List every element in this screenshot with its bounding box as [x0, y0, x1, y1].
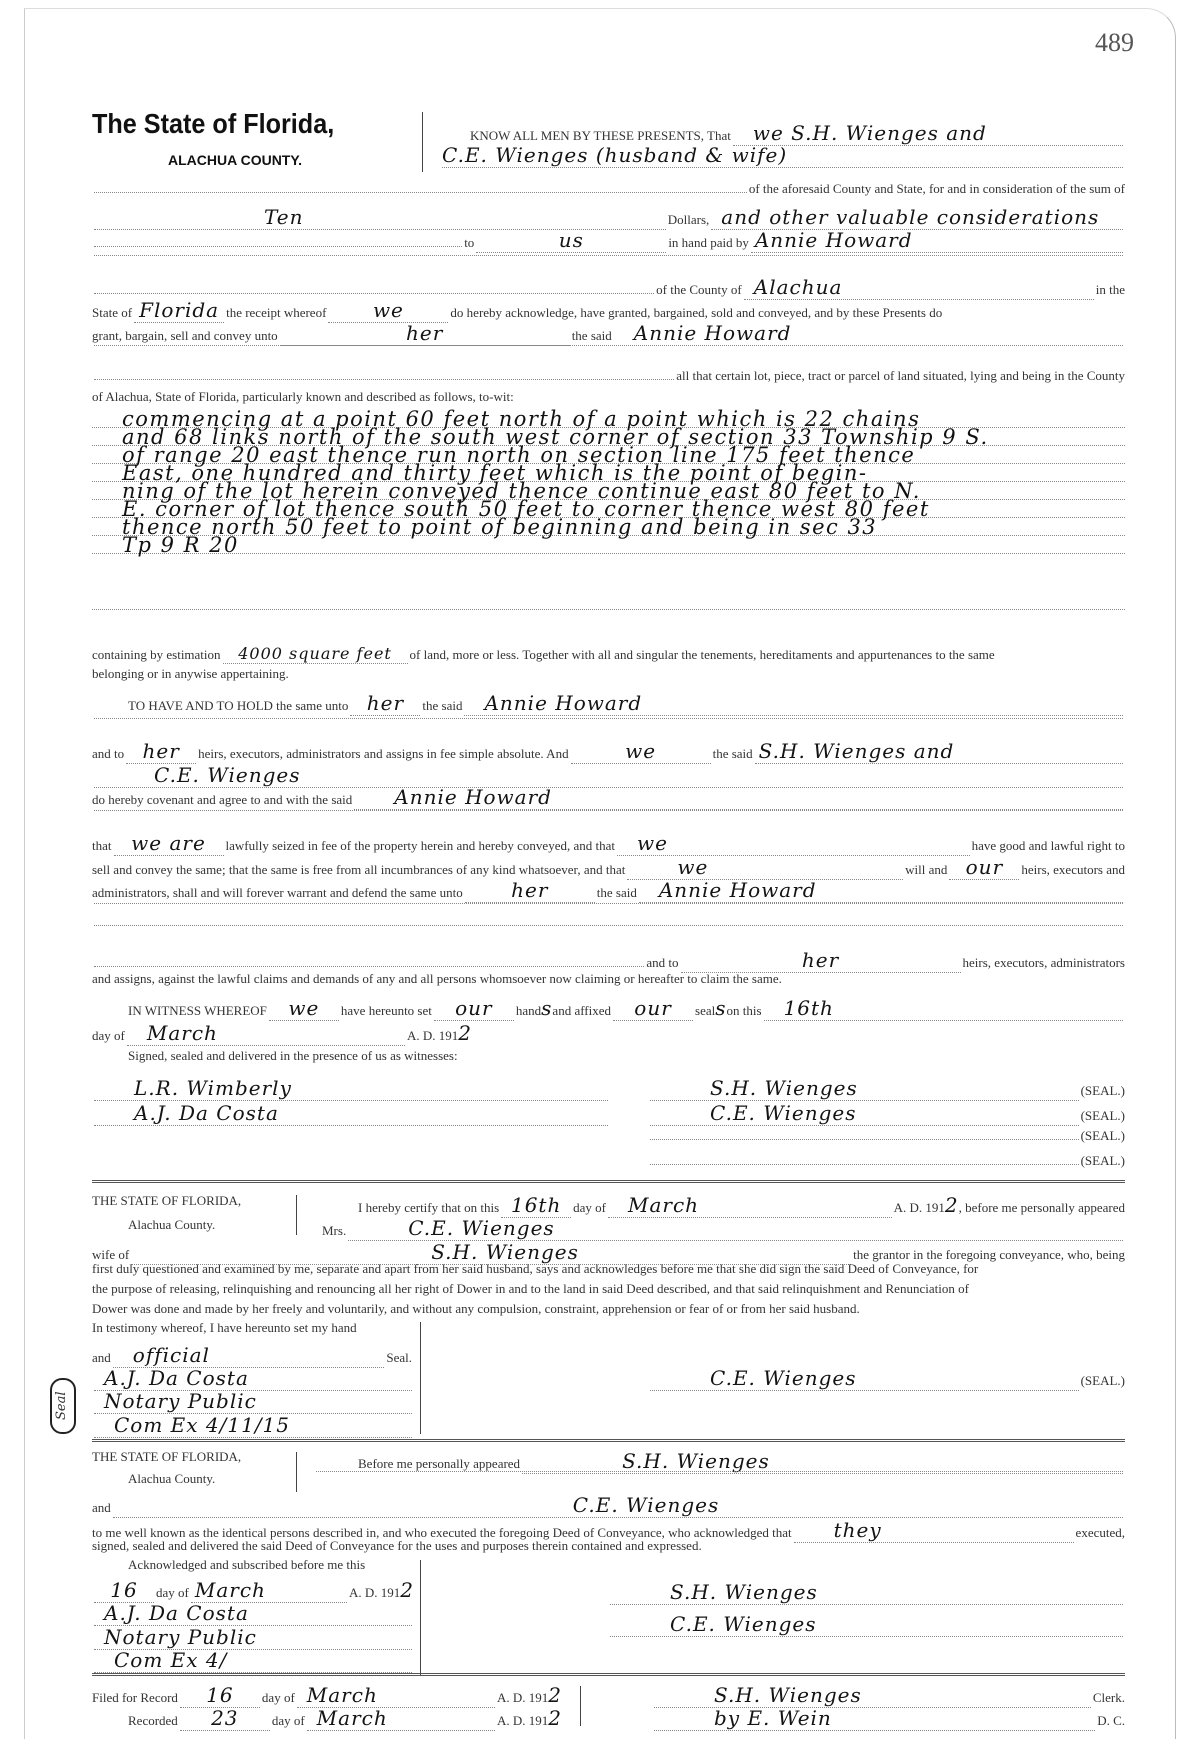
witness-whereof-label: IN WITNESS WHEREOF [128, 1003, 267, 1018]
heirs-simple-text: heirs, executors, administrators and assigns in fee simple absolute. And [198, 746, 569, 761]
day-of-label: day of [261, 1690, 295, 1705]
ack-signature-line [608, 1612, 1125, 1637]
will-and-label: will and [905, 862, 948, 877]
covenant-row [92, 785, 1125, 810]
and-to2-row [92, 948, 1125, 973]
person2-name: C.E. Wienges [572, 1493, 720, 1517]
state-label: THE STATE OF FLORIDA, [92, 1449, 242, 1464]
to-have-label: TO HAVE AND TO HOLD the same unto [128, 698, 349, 713]
grant-who: her [406, 321, 444, 345]
dower-brace [296, 1195, 297, 1235]
cert-day: 16th [510, 1193, 562, 1217]
of-alachua-row [92, 389, 1125, 405]
grantor-signature: C.E. Wienges [710, 1101, 857, 1125]
acknowledged-row [128, 1557, 418, 1573]
will-whose: our [965, 855, 1004, 879]
dower-para [92, 1301, 1125, 1317]
defend-row [92, 878, 1125, 903]
acknowledged-text: Acknowledged and subscribed before me this [128, 1557, 366, 1572]
paid-row [92, 228, 1125, 253]
certify-label: I hereby certify that on this [358, 1200, 500, 1215]
notary-title: Notary Public [104, 1389, 257, 1413]
description-line: E. corner of lot thence south 50 feet to corner thence west 80 feet [92, 498, 1125, 518]
blank-row [92, 810, 1125, 811]
witness-signature: A.J. Da Costa [134, 1101, 279, 1125]
ack-month: March [194, 1578, 266, 1602]
husband-name: S.H. Wienges [431, 1240, 579, 1264]
other-consideration: and other valuable considerations [721, 205, 1100, 229]
heirs-exec-text: heirs, executors and [1021, 862, 1125, 877]
recorded-label: Recorded [128, 1713, 178, 1728]
filed-row [92, 1683, 562, 1708]
and-person-row [92, 1493, 1125, 1518]
notary-line [92, 1625, 414, 1650]
certify-row [358, 1193, 1125, 1218]
before-me-label: Before me personally appeared [358, 1456, 521, 1471]
grantor-text: the grantor in the foregoing conveyance, who, being [853, 1247, 1125, 1262]
ad-label: A. D. 191 [496, 1713, 549, 1728]
day-of-label: day of [271, 1713, 305, 1728]
clerk-label: Clerk. [1092, 1690, 1125, 1705]
signed-delivered-text: signed, sealed and delivered the said Deed of Conveyance for the uses and purposes therein contained and expressed. [92, 1538, 702, 1553]
county-value: Alachua [753, 275, 843, 299]
ack-county [128, 1471, 298, 1487]
seized-row [92, 831, 1125, 856]
containing-label: containing by estimation [92, 647, 221, 662]
year-digit: 2 [458, 1021, 472, 1045]
belonging-text: belonging or in anywise appertaining. [92, 666, 289, 681]
signed-delivered-row [92, 1538, 1125, 1554]
seal-label: (SEAL.) [1080, 1108, 1125, 1123]
that-who: we are [131, 831, 206, 855]
dollars-label: Dollars, [667, 212, 710, 227]
description-line: of range 20 east thence run north on section line 175 feet thence [92, 444, 1125, 464]
commission-expiry: Com Ex 4/ [114, 1648, 228, 1672]
signed-sealed-text: Signed, sealed and delivered in the presence of us as witnesses: [128, 1048, 458, 1063]
hand-plural: s [541, 996, 553, 1020]
before-me-text: , before me personally appeared [958, 1200, 1125, 1215]
county-heading: ALACHUA COUNTY. [168, 152, 303, 168]
know-all-text: KNOW ALL MEN BY THESE PRESENTS, That [470, 128, 731, 143]
clerk-signature: S.H. Wienges [714, 1683, 862, 1707]
description-line: commencing at a point 60 feet north of a point which is 22 chains [92, 408, 1125, 428]
grant-label: grant, bargain, sell and convey unto [92, 328, 278, 343]
dc-label: D. C. [1097, 1713, 1125, 1728]
have-set-label: have hereunto set [340, 1003, 432, 1018]
seal-plural: s [715, 996, 727, 1020]
seal-label: (SEAL.) [1080, 1153, 1125, 1168]
good-right-text: have good and lawful right to [971, 838, 1125, 853]
header-brace [422, 112, 423, 172]
filed-label: Filed for Record [92, 1690, 178, 1705]
description-line-blank [92, 590, 1125, 610]
section-divider [92, 1180, 1125, 1183]
seal-label: (SEAL.) [1080, 1128, 1125, 1143]
ack-signature-line [608, 1580, 1125, 1605]
day-of-label: day of [156, 1585, 189, 1600]
and-label: and [92, 1350, 111, 1365]
seal-word: seal [695, 1003, 716, 1018]
page-number: 489 [1095, 28, 1134, 57]
county-label: Alachua County. [128, 1471, 216, 1486]
ad-label: A. D. 191 [893, 1200, 945, 1215]
witness-signature: L.R. Wimberly [134, 1076, 292, 1100]
acknowledge-text: do hereby acknowledge, have granted, bargained, sold and conveyed, and by these Presents do [450, 305, 943, 320]
grantor-signature: S.H. Wienges [710, 1076, 858, 1100]
in-the-label: in the [1095, 282, 1125, 297]
blank-row [92, 925, 1125, 926]
notary-brace [420, 1322, 421, 1434]
dower-para [92, 1261, 1125, 1277]
testimony-text: In testimony whereof, I have hereunto set my hand [92, 1320, 357, 1335]
to-label: to [464, 235, 475, 250]
dower-text: first duly questioned and examined by me, separate and apart from her said husband, says and acknowledges before me that she did sign the said Deed of Conveyance, for [92, 1261, 979, 1276]
and-to-label: and to [92, 746, 125, 761]
blank-row [92, 255, 1125, 256]
containing-row [92, 644, 1125, 664]
wife-signature: C.E. Wienges [710, 1366, 857, 1390]
notary-line [92, 1366, 414, 1391]
of-county-label: of the County of [656, 282, 742, 297]
recorded-day: 23 [211, 1706, 239, 1730]
notary-seal-stamp: Seal [50, 1378, 76, 1434]
description-line: and 68 links north of the south west corner of section 33 Township 9 S. [92, 426, 1125, 446]
state-of-label: State of [92, 305, 133, 320]
ack-who: they [833, 1518, 882, 1542]
sell-row [92, 855, 1125, 880]
section-divider [92, 1673, 1125, 1676]
witness-line [92, 1101, 610, 1126]
and-to-label: and to [646, 955, 679, 970]
to-have-name: Annie Howard [484, 691, 643, 715]
sum-value: Ten [264, 205, 304, 229]
dower-text: Dower was done and made by her freely and voluntarily, and without any compulsion, constraint, apprehension or fear of or from her said husband. [92, 1301, 860, 1316]
state-label: THE STATE OF FLORIDA, [92, 1193, 242, 1208]
receipt-label: the receipt whereof [226, 305, 327, 320]
state-value: Florida [139, 298, 220, 322]
to-whom: us [558, 228, 584, 252]
hand-label: hand [515, 1003, 542, 1018]
dower-para [92, 1281, 1125, 1297]
blank-row [92, 345, 1125, 346]
lawfully-who: we [636, 831, 668, 855]
description-line: ning of the lot herein conveyed thence continue east 80 feet to N. [92, 480, 1125, 500]
grantors-row [440, 143, 1125, 168]
recorded-month: March [316, 1706, 388, 1730]
signature-line [648, 1101, 1125, 1126]
covenantors-line1: S.H. Wienges and [758, 739, 955, 763]
deputy-clerk-signature: by E. Wein [714, 1706, 832, 1730]
notary-name: A.J. Da Costa [104, 1366, 249, 1390]
well-known-text: to me well known as the identical persons described in, and who executed the foregoing Deed of Conveyance, who acknowledged that [92, 1525, 792, 1540]
affixed-label: and affixed [552, 1003, 612, 1018]
affixed-whose: our [634, 996, 672, 1020]
all-that-text: all that certain lot, piece, tract or parcel of land situated, lying and being in the County [676, 368, 1125, 383]
witness-who: we [288, 996, 320, 1020]
description-line: East, one hundred and thirty feet which is the point of begin- [92, 462, 1125, 482]
mrs-name: C.E. Wienges [408, 1216, 555, 1240]
seal-label: (SEAL.) [1080, 1083, 1125, 1098]
filed-month: March [306, 1683, 378, 1707]
set-whose: our [455, 996, 493, 1020]
seal-label: (SEAL.) [1080, 1373, 1125, 1388]
ack-date-row [92, 1578, 414, 1603]
filed-day: 16 [206, 1683, 234, 1707]
the-said-label: the said [712, 746, 753, 761]
year-digit: 2 [548, 1706, 562, 1730]
day-of-label: day of [92, 1028, 125, 1043]
year-digit: 2 [548, 1683, 562, 1707]
grantee-name: Annie Howard [633, 321, 792, 345]
grant-row [92, 321, 1125, 346]
commission-expiry: Com Ex 4/11/15 [114, 1413, 291, 1437]
ack-signature: C.E. Wienges [670, 1612, 817, 1636]
grantors-line1: we S.H. Wienges and [752, 121, 987, 145]
day-of-label: day of [573, 1200, 607, 1215]
dower-signature-line [648, 1366, 1125, 1391]
cert-month: March [628, 1193, 700, 1217]
testimony-row [92, 1320, 412, 1336]
covenant-name: Annie Howard [394, 785, 552, 809]
notary-line [92, 1389, 414, 1414]
sum-row [92, 205, 1125, 230]
clerk-row [652, 1683, 1125, 1708]
dower-text: the purpose of releasing, relinquishing and renouncing all her right of Dower in and to the land in said Deed described, and that said relinquishment and Renunciation of [92, 1281, 969, 1296]
ack-state [92, 1449, 292, 1465]
dc-row [652, 1706, 1125, 1731]
seal-word: Seal. [386, 1350, 412, 1365]
the-said-label: the said [571, 328, 612, 343]
heirs-exec-admin-text: heirs, executors, administrators [962, 955, 1125, 970]
to-have-row [128, 691, 1125, 716]
the-said-label: the said [596, 885, 637, 900]
of-alachua-text: of Alachua, State of Florida, particularly known and described as follows, to-wit: [92, 389, 514, 404]
mrs-row [322, 1216, 1125, 1241]
ack-notary-brace [420, 1560, 421, 1675]
that-label: that [92, 838, 112, 853]
blank-row [314, 1471, 1125, 1472]
dower-state [92, 1193, 292, 1209]
witness-month: March [146, 1021, 218, 1045]
signature-line [648, 1153, 1125, 1169]
payer-name: Annie Howard [754, 228, 913, 252]
section-divider [92, 1439, 1125, 1442]
ack-signature: S.H. Wienges [670, 1580, 818, 1604]
to-have-who: her [366, 691, 405, 715]
blank-row [92, 718, 1125, 719]
sell-convey-text: sell and convey the same; that the same is free from all incumbrances of any kind whatsoever, and that [92, 862, 626, 877]
receipt-who: we [372, 298, 404, 322]
administrators-text: administrators, shall and will forever warrant and defend the same unto [92, 885, 463, 900]
assigns-text: and assigns, against the lawful claims and demands of any and all persons whomsoever now claiming or hereafter to claim the same. [92, 971, 782, 986]
covenantors-line2: C.E. Wienges [154, 763, 301, 787]
document-title: The State of Florida, [92, 108, 335, 139]
aforesaid-text: of the aforesaid County and State, for and in consideration of the sum of [748, 181, 1125, 196]
official-text: official [132, 1343, 210, 1367]
witness-day: 16th [783, 996, 834, 1020]
notary-title: Notary Public [104, 1625, 257, 1649]
dower-county [128, 1217, 298, 1233]
and-to-row [92, 739, 1125, 764]
and-to2-who: her [801, 948, 840, 972]
grantors-line2: C.E. Wienges (husband & wife) [442, 143, 788, 167]
assigns-row [92, 971, 1125, 987]
ack-brace [296, 1452, 297, 1492]
on-this-label: on this [726, 1003, 762, 1018]
ad-label: A. D. 191 [496, 1690, 549, 1705]
aforesaid-row [92, 181, 1125, 197]
witness-line [92, 1076, 610, 1101]
day-of-row [92, 1021, 472, 1046]
area-value: 4000 square feet [238, 644, 392, 663]
of-land-text: of land, more or less. Together with all and singular the tenements, hereditaments and appurtenances to the same [409, 647, 995, 662]
and-who: we [625, 739, 657, 763]
and-to-who: her [142, 739, 180, 763]
year-digit: 2 [944, 1193, 959, 1217]
all-that-row [92, 368, 1125, 384]
ack-day: 16 [110, 1578, 138, 1602]
notary-line [92, 1648, 414, 1673]
county-row [92, 275, 1125, 300]
defend-who: her [511, 878, 549, 902]
in-hand-paid-label: in hand paid by [668, 235, 749, 250]
defend-name: Annie Howard [658, 878, 817, 902]
mrs-label: Mrs. [322, 1223, 347, 1238]
and-label: and [92, 1500, 111, 1515]
wife-of-label: wife of [92, 1247, 130, 1262]
official-seal-row [92, 1343, 412, 1368]
description-line: Tp 9 R 20 [92, 534, 1125, 554]
year-digit: 2 [400, 1578, 414, 1602]
blank-row [92, 903, 1125, 904]
belonging-row [92, 666, 1125, 682]
ad-label: A. D. 191 [348, 1585, 401, 1600]
lawfully-text: lawfully seized in fee of the property herein and hereby conveyed, and that [225, 838, 615, 853]
executed-label: executed, [1075, 1525, 1125, 1540]
filing-brace [580, 1686, 581, 1726]
covenant-text: do hereby covenant and agree to and with the said [92, 792, 353, 807]
signed-sealed-row [128, 1048, 1125, 1064]
the-said-label: the said [422, 698, 463, 713]
county-label: Alachua County. [128, 1217, 216, 1232]
sell-who: we [677, 855, 709, 879]
state-row [92, 298, 1125, 323]
ad-label: A. D. 191 [406, 1028, 459, 1043]
signature-line [648, 1128, 1125, 1144]
person1-name: S.H. Wienges [622, 1449, 770, 1473]
description-line: thence north 50 feet to point of beginning and being in sec 33 [92, 516, 1125, 536]
signature-line [648, 1076, 1125, 1101]
notary-line [92, 1601, 414, 1626]
notary-line [92, 1413, 414, 1438]
witness-whereof-row [128, 996, 1125, 1021]
notary-name: A.J. Da Costa [104, 1601, 249, 1625]
recorded-row [128, 1706, 562, 1731]
